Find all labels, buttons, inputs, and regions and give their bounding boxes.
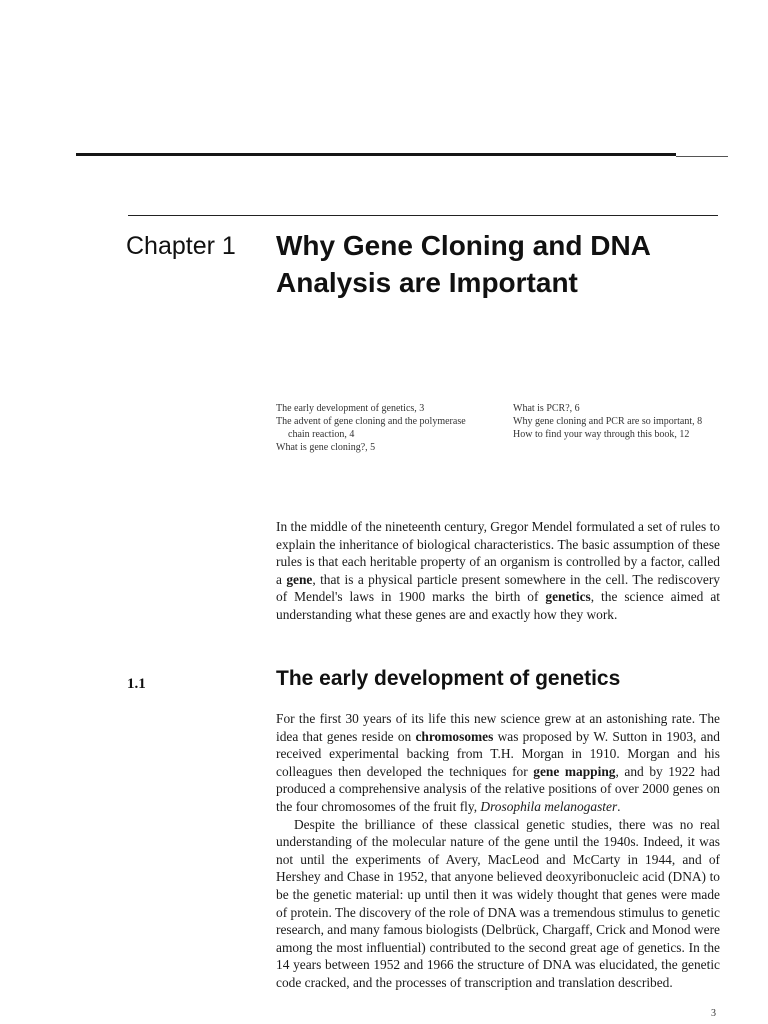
body-paragraph-1: For the first 30 years of its life this new science grew at an astonishing rate. The idea that genes reside on chromosomes was proposed by W. Sutton in 1903, and received experimental backing from T.H. Morgan in 1910. Morgan and his colleagues then developed the techniques for gene mapping, and by 1922 had produced a comprehensive analysis of the relative positions of over 2000 genes on the four chromosomes of the fruit fly, Drosophila melanogaster. [276,711,720,814]
chapter-contents-left [276,402,476,454]
chapter-label: Chapter 1 [126,232,236,260]
contents-entry: The advent of gene cloning and the polymerase chain reaction, 4 [276,416,466,440]
top-rule-tail [676,156,728,157]
section-body [276,710,720,992]
contents-entry: What is PCR?, 6 [513,403,580,414]
section-title: The early development of genetics [276,667,621,690]
chapter-title: Why Gene Cloning and DNA Analysis are Important [276,230,650,298]
contents-entry: The early development of genetics, 3 [276,403,425,414]
contents-entry: Why gene cloning and PCR are so important, 8 [513,416,703,427]
chapter-contents-right [513,402,728,441]
species-name: Drosophila melanogaster [480,798,618,814]
term-gene: gene [286,571,313,587]
section-number: 1.1 [127,676,146,692]
top-rule [76,153,676,156]
term-gene-mapping: gene mapping [533,763,616,779]
chapter-rule [128,215,718,216]
page-number: 3 [711,1008,716,1019]
contents-entry: What is gene cloning?, 5 [276,442,376,453]
contents-entry: How to find your way through this book, 12 [513,429,690,440]
intro-paragraph: In the middle of the nineteenth century, Gregor Mendel formulated a set of rules to explain the inheritance of biological characteristics. The basic assumption of these rules is that each heritable property of an organism is controlled by a factor, called a gene, that is a physical particle present somewhere in the cell. The rediscovery of Mendel's laws in 1900 marks the birth of genetics, the science aimed at understanding what these genes are and exactly how they work. [276,519,720,622]
term-chromosomes: chromosomes [415,728,494,744]
term-genetics: genetics [545,589,591,605]
body-paragraph-2: Despite the brilliance of these classical genetic studies, there was no real understanding of the molecular nature of the gene until the 1940s. Indeed, it was not until the experiments of Avery, MacLeod and McCarty in 1944, and of Hershey and Chase in 1952, that anyone believed deoxyribonucleic acid (DNA) to be the genetic material: up until then it was widely thought that genes were made of protein. The discovery of the role of DNA was a tremendous stimulus to genetic research, and many famous biologists (Delbrück, Chargaff, Crick and Monod were among the most influential) contributed to the second great age of genetics. In the 14 years between 1952 and 1966 the structure of DNA was elucidated, the genetic code cracked, and the processes of transcription and translation described. [276,816,720,990]
